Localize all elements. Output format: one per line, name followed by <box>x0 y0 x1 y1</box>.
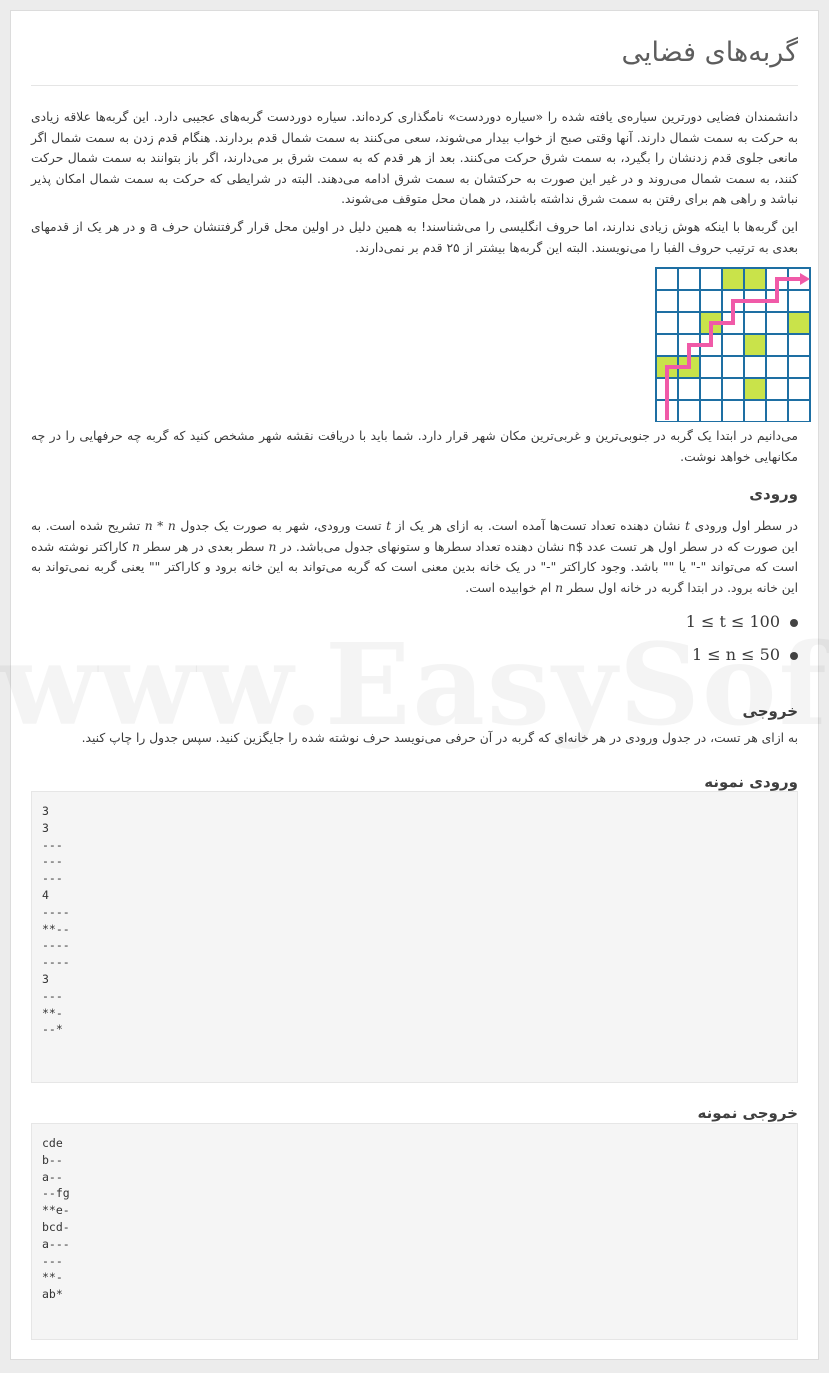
intro-paragraph-3: می‌دانیم در ابتدا یک گربه در جنوبی‌ترین و غربی‌ترین مکان شهر قرار دارد. شما باید با دریافت نقشه شهر مشخص کنید که گربه چه حرفهایی را در چه مکانهایی خواهد نوشت. <box>31 429 798 464</box>
sample-input-code: 3 3 --- --- --- 4 ---- **-- ---- ---- 3 --- **- --* <box>31 791 798 1083</box>
grid-cell <box>766 356 788 378</box>
constraint-item: 1 ≤ t ≤ 100 <box>686 605 798 638</box>
grid-cell <box>744 312 766 334</box>
constraints-list <box>686 605 798 671</box>
title-divider <box>31 85 798 86</box>
grid-cell <box>788 378 810 400</box>
sample-output-code: cde b-- a-- --fg **e- bcd- a--- --- **- ab* <box>31 1123 798 1340</box>
grid-cell <box>656 334 678 356</box>
output-heading: خروجی <box>742 702 798 720</box>
grid-diagram <box>654 266 812 422</box>
grid-cell <box>678 268 700 290</box>
grid-cell <box>766 378 788 400</box>
grid-cell <box>766 312 788 334</box>
grid-cell <box>722 356 744 378</box>
grid-cell <box>788 334 810 356</box>
grid-cell <box>744 400 766 422</box>
page-title: گربه‌های فضایی <box>621 37 798 68</box>
grid-cell <box>788 356 810 378</box>
blocked-cell <box>744 268 766 290</box>
grid-cell <box>766 334 788 356</box>
grid-cell <box>788 290 810 312</box>
grid-cell <box>678 312 700 334</box>
grid-cell <box>700 268 722 290</box>
grid-cell <box>722 334 744 356</box>
grid-cell <box>700 290 722 312</box>
blocked-cell <box>722 268 744 290</box>
grid-cell <box>678 400 700 422</box>
grid-cell <box>700 378 722 400</box>
problem-card <box>10 10 819 1360</box>
blocked-cell <box>744 378 766 400</box>
blocked-cell <box>744 334 766 356</box>
grid-cell <box>722 378 744 400</box>
grid-cell <box>656 290 678 312</box>
grid-cell <box>722 400 744 422</box>
grid-cell <box>678 290 700 312</box>
grid-cell <box>700 400 722 422</box>
grid-cell <box>744 356 766 378</box>
intro-paragraph-2: این گربه‌ها با اینکه هوش زیادی ندارند، اما حروف انگلیسی را می‌شناسند! به همین دلیل در اولین محل قرار گرفتنشان حرف a و در هر یک از قدمهای بعدی به ترتیب حروف الفبا را می‌نویسند. البته این گربه‌ها بیشتر از ۲۵ قدم بر نمی‌دارند. <box>31 220 798 255</box>
output-description: به ازای هر تست، در جدول ورودی در هر خانه‌ای که گربه در آن حرفی می‌نویسد حرف نوشته شده را جایگزین کنید. سپس جدول را چاپ کنید. <box>81 731 798 745</box>
constraint-item: 1 ≤ n ≤ 50 <box>686 638 798 671</box>
blocked-cell <box>788 312 810 334</box>
input-description: در سطر اول ورودی t نشان دهنده تعداد تست‌ها آمده است. به ازای هر یک از t تست ورودی، شهر به صورت یک جدول n * n تشریح شده است. به این صورت که در سطر اول هر تست عدد n$ نشان دهنده تعداد سطرها و ستونهای جدول می‌باشد. در n سطر بعدی در هر سطر n کاراکتر نوشته شده است که می‌تواند "-" یا "" باشد. وجود کاراکتر "-" در یک خانه بدین معنی است که گربه می‌تواند به این خانه برود و کاراکتر "" یعنی گربه نمی‌تواند به این خانه برود. در ابتدا گربه در خانه اول سطر n ام خوابیده است. <box>31 519 799 595</box>
sample-input-heading: ورودی نمونه <box>704 773 798 791</box>
intro-paragraph-1: دانشمندان فضایی دورترین سیاره‌ی یافته شده را «سیاره دوردست» نامگذاری کرده‌اند. سیاره دوردست گربه‌های عجیبی دارد. این گربه‌ها علاقه زیادی به حرکت به سمت شمال دارند. آنها وقتی صبح از خواب بیدار می‌شوند، سعی می‌کنند به سمت شمال قدم بردارند. هنگام قدم زدن به سمت شمال اگر مانعی جلوی قدم زدنشان را بگیرد، به سمت شرق حرکت می‌کنند. بعد از هر قدم که به سمت شرق بر می‌دارند، اگر باز بتوانند به سمت شمال حرکت کنند، به سمت شمال می‌روند و در غیر این صورت به حرکتشان به سمت شرق ادامه می‌دهند. البته در شرایطی که حرکت به سمت شمال امکان پذیر نباشد و راهی هم برای رفتن به سمت شرق نداشته باشند، در همان محل متوقف می‌شوند. <box>31 110 798 206</box>
grid-cell <box>656 268 678 290</box>
grid-cell <box>678 378 700 400</box>
cat-path-figure <box>654 266 812 422</box>
grid-cell <box>700 356 722 378</box>
grid-cell <box>656 312 678 334</box>
input-heading: ورودی <box>749 485 798 503</box>
sample-output-heading: خروجی نمونه <box>697 1104 798 1122</box>
grid-cell <box>788 400 810 422</box>
problem-content <box>31 11 798 1359</box>
grid-cell <box>766 400 788 422</box>
